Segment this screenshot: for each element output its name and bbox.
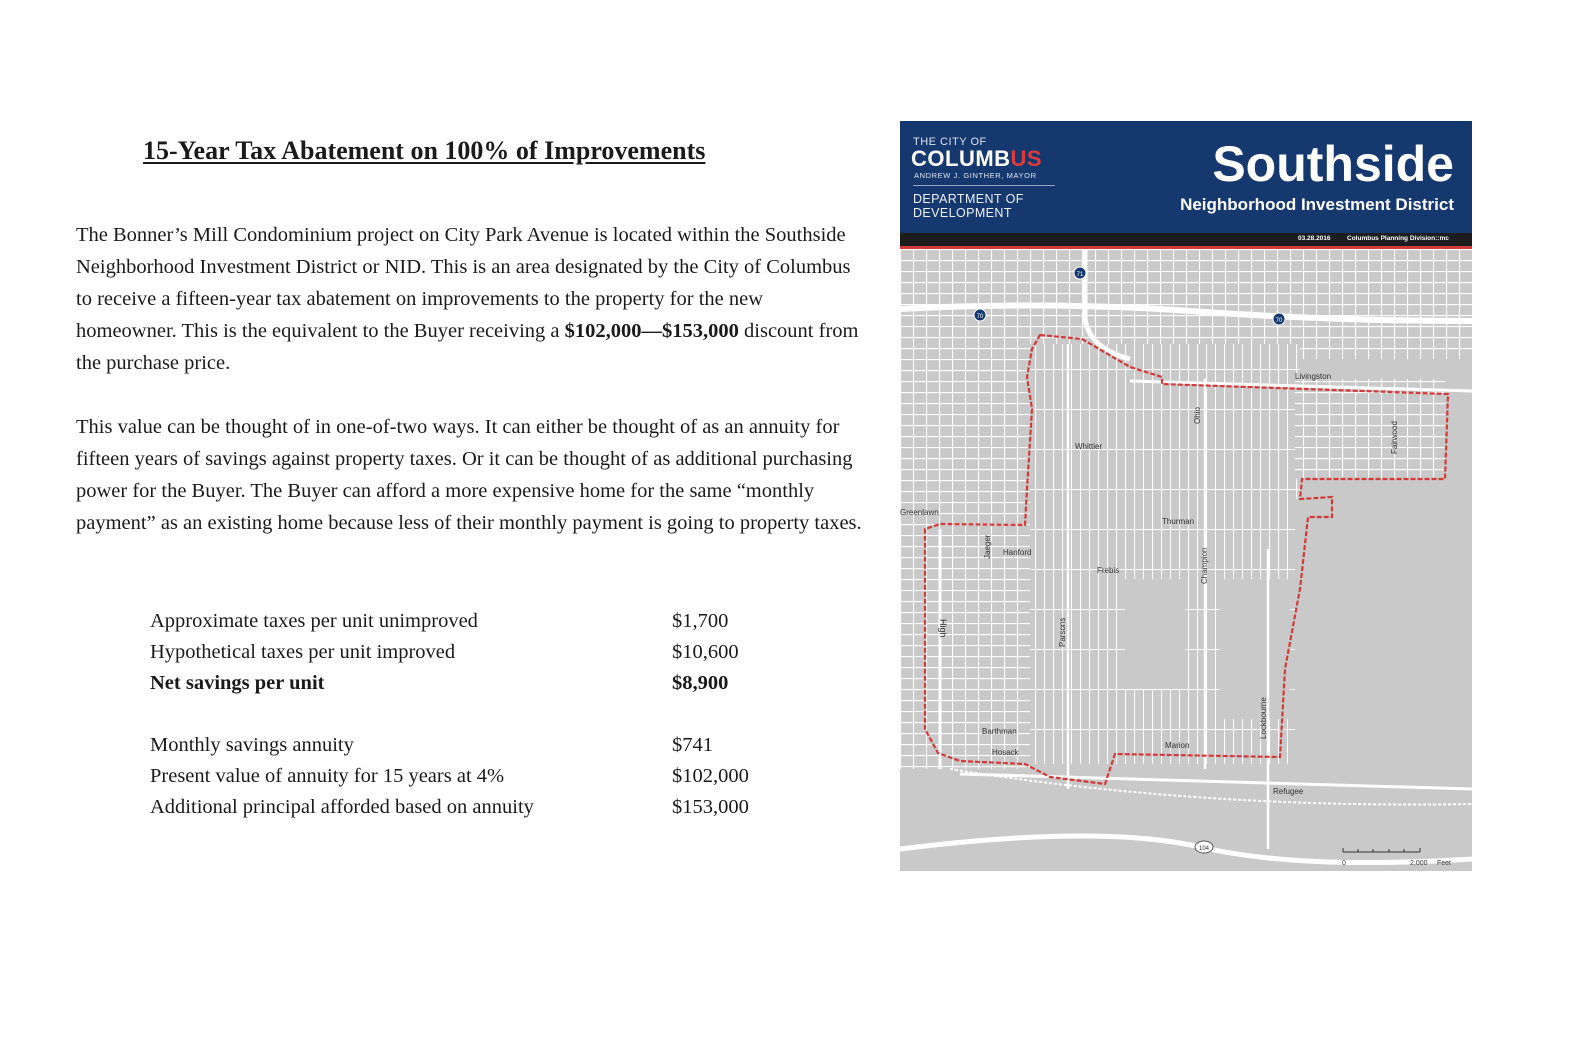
intro-text: The Bonner’s Mill Condominium project on City Park Avenue is located within the Southside Neighborhood Investment District or NID. This is an area designated by the City of Columbus to receive a fifteen-year tax abatement on improvements to the property for the new homeowner. This is the equivalent to the Buyer receiving a: [76, 224, 851, 342]
map-header: [900, 121, 1472, 233]
row-value: $1,700: [672, 610, 729, 632]
street-label: Frebis: [1097, 566, 1120, 575]
map-subtitle: Neighborhood Investment District: [1180, 195, 1454, 214]
sr104-shield: [1195, 841, 1213, 853]
street-label: Barthman: [982, 727, 1017, 736]
street-label: Marion: [1165, 741, 1190, 750]
discount-range: $102,000—$153,000: [564, 320, 739, 342]
street-grid-west: [900, 349, 1030, 769]
street-label: High: [938, 619, 948, 638]
intro-text-end: discount from the purchase price.: [76, 320, 859, 374]
mayor-label: ANDREW J. GINTHER, MAYOR: [914, 171, 1037, 180]
i71-shield: [1074, 267, 1086, 279]
i70-shield-east: [1273, 313, 1285, 325]
i70-shield-west: [974, 309, 986, 321]
dept-line-1: DEPARTMENT OF: [913, 192, 1024, 206]
row-label: Hypothetical taxes per unit improved: [150, 641, 456, 663]
dept-line-2: DEVELOPMENT: [913, 206, 1012, 220]
city-of-label: THE CITY OF: [913, 136, 987, 148]
map-date: 03.28.2016: [1298, 235, 1331, 242]
row-label: Net savings per unit: [150, 672, 325, 694]
shield-label: 71: [1076, 272, 1084, 278]
map-info-strip: [900, 233, 1472, 246]
street-map: [900, 249, 1472, 871]
value-paragraph: This value can be thought of in one-of-two ways. It can either be thought of as an annuity for fifteen years of savings against property taxes. Or it can be thought of as additional purchasing power for the Buyer. The Buyer can afford a more expensive home for the same “monthly payment” as an existing home because less of their monthly payment is going to property taxes.: [76, 416, 862, 534]
intro-paragraph: [76, 219, 866, 379]
row-label: Approximate taxes per unit unimproved: [150, 610, 478, 632]
scale-start: 0: [1342, 860, 1346, 867]
street-label: Livingston: [1295, 372, 1332, 381]
industrial-block: [1220, 579, 1290, 719]
scale-unit: Feet: [1437, 860, 1452, 867]
street-label: Greenlawn: [900, 508, 939, 517]
table-row: [150, 610, 790, 641]
row-value: $10,600: [672, 641, 739, 663]
street-label: Thurman: [1162, 517, 1195, 526]
street-grid-east: [1295, 379, 1445, 479]
logo-text: COLUMB: [911, 146, 1011, 171]
scale-end: 2,000: [1410, 860, 1428, 867]
street-label: Jaeger: [983, 534, 992, 559]
map-title: Southside: [1212, 136, 1454, 192]
street-label: Lockbourne: [1259, 697, 1268, 739]
logo-text-accent: US: [1010, 146, 1043, 171]
row-label: Present value of annuity for 15 years at 4%: [150, 765, 505, 787]
street-label: Whittier: [1075, 442, 1103, 451]
columbus-logo: [911, 146, 1042, 172]
industrial-block: [1125, 579, 1185, 689]
document-title: 15-Year Tax Abatement on 100% of Improvements: [143, 136, 706, 165]
row-label: Monthly savings annuity: [150, 734, 354, 756]
row-value: $8,900: [672, 672, 729, 694]
street-label: Fairwood: [1390, 421, 1399, 454]
nid-map: [900, 121, 1472, 871]
table-row: [150, 641, 790, 672]
header-divider: [913, 185, 1055, 186]
street-label: Parsons: [1058, 617, 1067, 647]
street-label: Champion: [1200, 547, 1209, 584]
row-value: $153,000: [672, 796, 749, 818]
row-value: $741: [672, 734, 713, 756]
shield-label: 70: [976, 314, 984, 320]
map-credit: Columbus Planning Division::mc: [1347, 235, 1449, 242]
shield-label: 70: [1275, 318, 1283, 324]
row-label: Additional principal afforded based on annuity: [150, 796, 534, 818]
street-label: Hanford: [1003, 548, 1032, 557]
industrial-block-east: [1295, 499, 1465, 799]
row-value: $102,000: [672, 765, 749, 787]
table-row: [150, 796, 790, 827]
department-label: [913, 192, 1024, 220]
street-label: Hosack: [992, 748, 1019, 757]
table-row: [150, 765, 790, 796]
table-row: [150, 672, 790, 703]
table-row: [150, 734, 790, 765]
shield-label: 104: [1198, 846, 1210, 852]
street-label: Ohio: [1193, 407, 1202, 424]
street-label: Refugee: [1273, 787, 1304, 796]
